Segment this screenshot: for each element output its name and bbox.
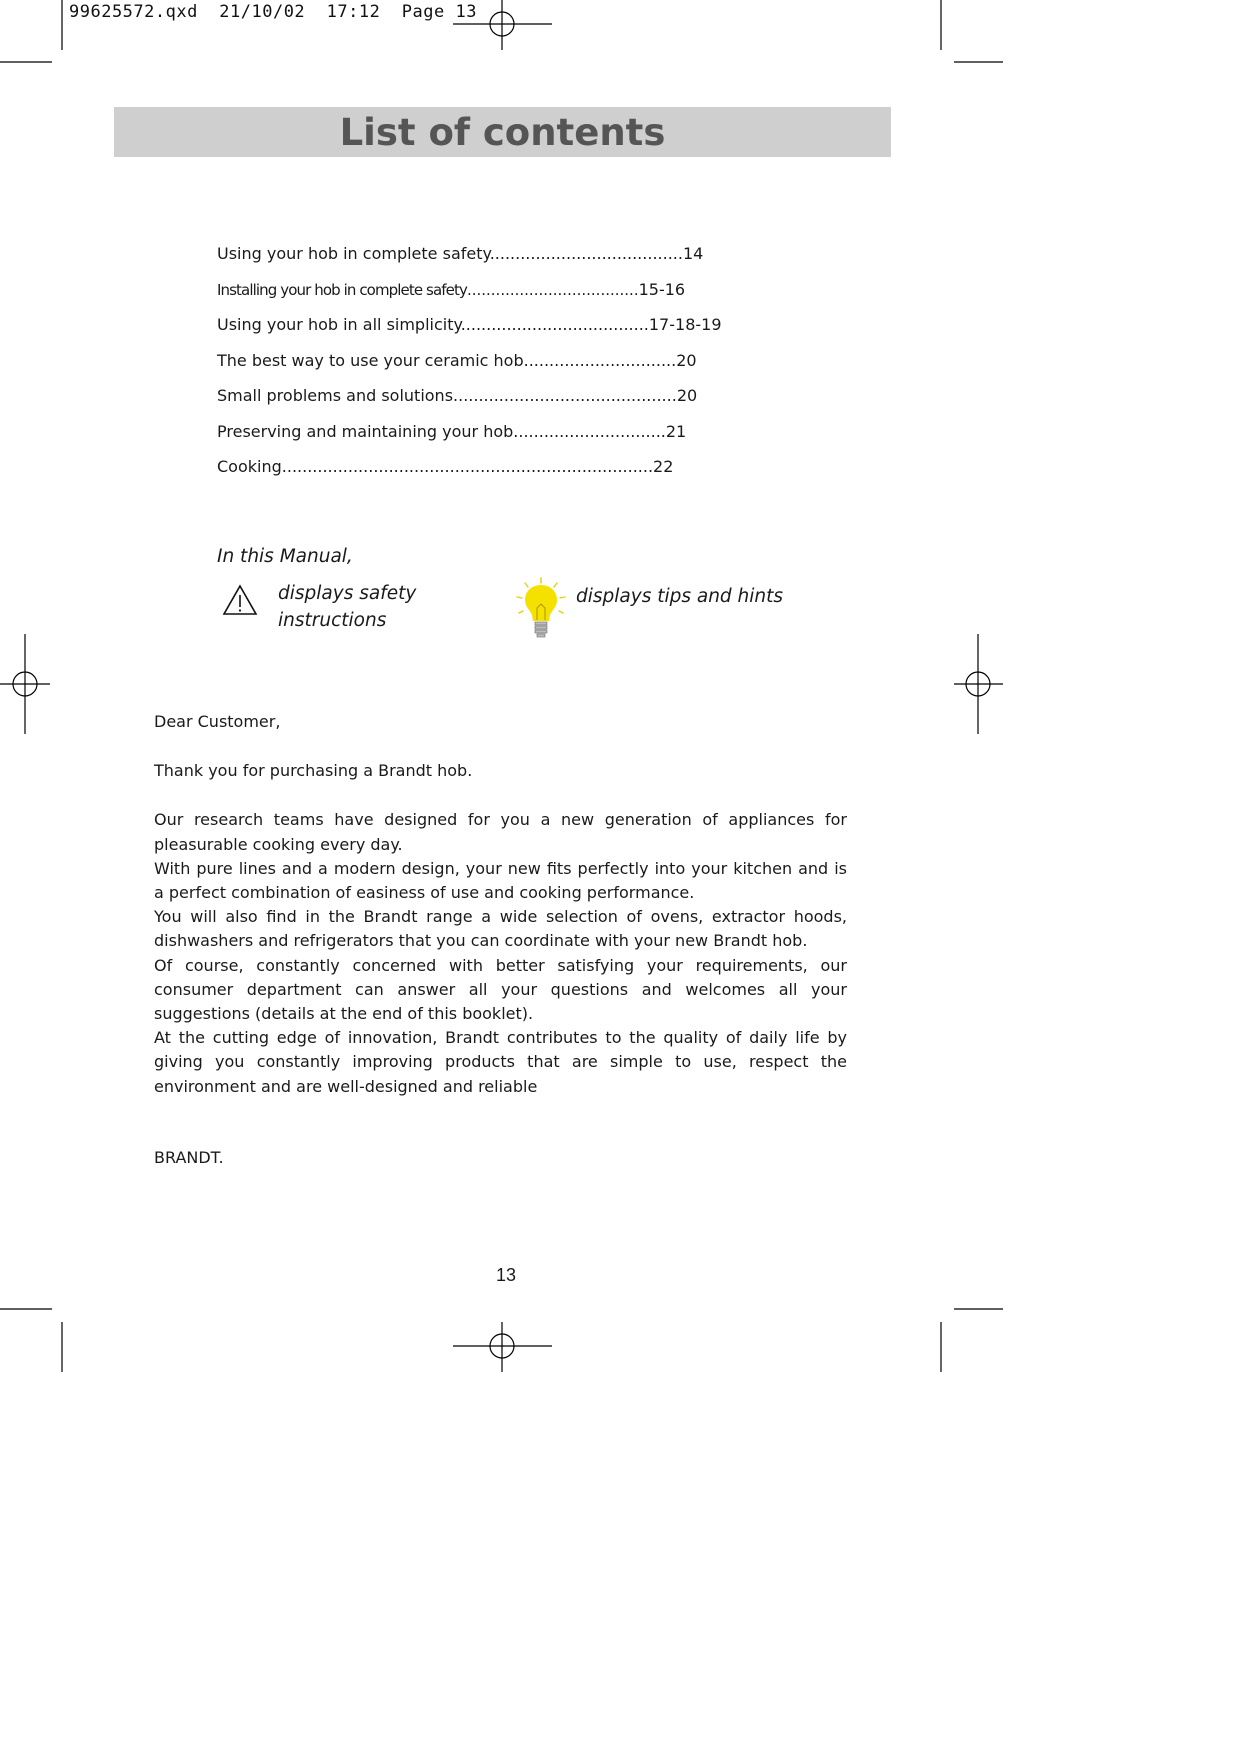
toc-leader: ............................................ [453,386,677,405]
toc-leader: .............................. [513,421,666,441]
letter-paragraph: At the cutting edge of innovation, Brandt contributes to the quality of daily life by giving you constantly improving products that are simple to use, respect the environment and are well-designed and reliable [154,1028,847,1096]
toc-page: 22 [653,457,674,476]
warning-triangle-icon [222,584,258,616]
safety-legend [278,580,416,634]
manual-intro: In this Manual, [217,546,353,567]
page-number: 13 [495,1265,517,1285]
lightbulb-icon [513,576,569,642]
customer-letter [154,710,847,1099]
toc-entry [217,457,777,493]
toc-label: Preserving and maintaining your hob [217,421,514,441]
page-title: List of contents [339,111,666,154]
toc-page: 20 [676,386,698,405]
toc-entry [217,315,777,351]
toc-entry [217,422,777,458]
safety-legend-line: instructions [278,610,387,631]
toc-entry [217,386,777,422]
safety-legend-line: displays safety [278,583,417,604]
toc-entry [217,280,777,316]
toc-label: Small problems and solutions [217,386,454,405]
toc-entry [217,351,777,387]
toc-label: Cooking [217,457,282,476]
toc-page: 17-18-19 [648,315,722,334]
letter-paragraph: Of course, constantly concerned with better satisfying your requirements, our consumer department can answer all your questions and welcomes all your suggestions (details at the end of this booklet). [154,955,847,1024]
letter-paragraph: With pure lines and a modern design, your new fits perfectly into your kitchen and is a perfect combination of easiness of use and cooking performance. [154,858,847,903]
print-slug: 99625572.qxd 21/10/02 17:12 Page 13 [69,2,477,22]
letter-greeting: Dear Customer, [154,712,281,731]
toc-leader: ..................................... [460,315,649,334]
toc-page: 15-16 [638,279,686,299]
toc-leader: .............................. [523,350,677,370]
toc-leader: .................................... [466,280,639,299]
toc-leader: ...................................... [489,244,683,263]
table-of-contents [217,244,777,493]
toc-leader: ......................................................................... [281,457,654,476]
toc-page: 14 [682,244,704,263]
tips-legend: displays tips and hints [576,586,784,607]
toc-entry [217,244,777,280]
toc-label: Using your hob in all simplicity [217,315,461,334]
toc-label: Installing your hob in complete safety [217,280,467,299]
letter-signature: BRANDT. [154,1148,224,1167]
letter-thanks: Thank you for purchasing a Brandt hob. [154,761,473,781]
letter-paragraph: You will also find in the Brandt range a wide selection of ovens, extractor hoods, dishwashers and refrigerators that you can coordinate with your new Brandt hob. [154,907,847,951]
toc-label: The best way to use your ceramic hob [217,350,524,370]
toc-page: 21 [665,421,687,441]
toc-page: 20 [676,350,697,370]
letter-paragraph: Our research teams have designed for you a new generation of appliances for pleasurable cooking every day. [154,810,847,854]
toc-label: Using your hob in complete safety [217,244,490,263]
